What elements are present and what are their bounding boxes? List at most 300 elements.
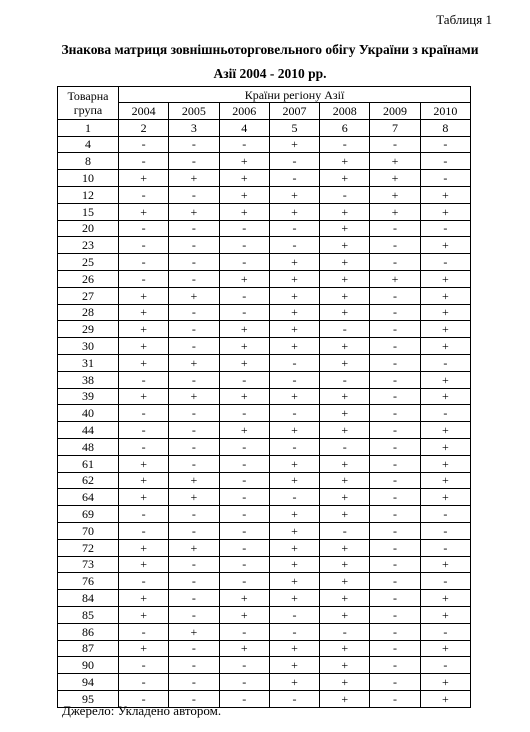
sign-cell: - [219, 220, 269, 237]
table-row [58, 573, 471, 590]
sign-cell: + [320, 354, 370, 371]
sign-cell: - [169, 438, 219, 455]
sign-cell: - [219, 136, 269, 153]
sign-cell: - [370, 590, 420, 607]
sign-cell: + [320, 556, 370, 573]
sign-cell: + [269, 422, 319, 439]
sign-cell: - [119, 573, 169, 590]
sign-cell: - [169, 640, 219, 657]
sign-cell: - [169, 270, 219, 287]
sign-cell: - [119, 506, 169, 523]
sign-cell: - [219, 254, 269, 271]
column-number: 1 [58, 119, 119, 136]
sign-cell: - [370, 657, 420, 674]
sign-cell: + [320, 287, 370, 304]
sign-cell: + [420, 438, 470, 455]
sign-cell: + [420, 338, 470, 355]
table-row [58, 489, 471, 506]
sign-cell: + [320, 237, 370, 254]
sign-cell: + [420, 590, 470, 607]
table-row [58, 237, 471, 254]
header-year: 2005 [169, 103, 219, 120]
sign-cell: - [169, 522, 219, 539]
sign-cell: - [219, 489, 269, 506]
commodity-group-cell: 20 [58, 220, 119, 237]
sign-cell: + [269, 338, 319, 355]
header-row-years [58, 103, 471, 120]
table-row [58, 321, 471, 338]
commodity-group-cell: 27 [58, 287, 119, 304]
sign-cell: - [119, 270, 169, 287]
sign-cell: + [119, 338, 169, 355]
sign-cell: + [420, 270, 470, 287]
commodity-group-cell: 90 [58, 657, 119, 674]
sign-cell: + [320, 388, 370, 405]
sign-cell: + [269, 506, 319, 523]
sign-cell: + [420, 640, 470, 657]
header-year: 2004 [119, 103, 169, 120]
sign-cell: + [169, 287, 219, 304]
header-group: Товарна група [58, 87, 119, 120]
sign-cell: - [420, 254, 470, 271]
sign-cell: + [269, 254, 319, 271]
sign-cell: + [320, 606, 370, 623]
sign-cell: + [269, 203, 319, 220]
commodity-group-cell: 28 [58, 304, 119, 321]
sign-cell: - [219, 657, 269, 674]
commodity-group-cell: 26 [58, 270, 119, 287]
sign-cell: + [269, 539, 319, 556]
table-row [58, 203, 471, 220]
sign-cell: + [420, 690, 470, 707]
sign-cell: - [420, 153, 470, 170]
table-row [58, 590, 471, 607]
sign-cell: - [269, 354, 319, 371]
commodity-group-cell: 15 [58, 203, 119, 220]
matrix-body [58, 119, 471, 707]
sign-cell: - [420, 522, 470, 539]
commodity-group-cell: 72 [58, 539, 119, 556]
sign-cell: + [119, 170, 169, 187]
sign-cell: - [169, 220, 219, 237]
table-row [58, 674, 471, 691]
table-row [58, 506, 471, 523]
sign-cell: + [320, 573, 370, 590]
sign-cell: - [119, 254, 169, 271]
table-row [58, 455, 471, 472]
sign-cell: - [320, 438, 370, 455]
sign-cell: - [370, 405, 420, 422]
sign-cell: - [119, 136, 169, 153]
sign-cell: - [119, 690, 169, 707]
title-line-1: Знакова матриця зовнішньоторговельного обігу України з країнами [61, 42, 479, 57]
sign-cell: - [269, 623, 319, 640]
sign-cell: - [119, 674, 169, 691]
sign-cell: - [370, 455, 420, 472]
sign-cell: - [169, 405, 219, 422]
commodity-group-cell: 10 [58, 170, 119, 187]
sign-cell: + [219, 590, 269, 607]
sign-cell: - [370, 539, 420, 556]
sign-cell: - [169, 153, 219, 170]
table-row [58, 371, 471, 388]
commodity-group-cell: 12 [58, 186, 119, 203]
sign-cell: - [269, 606, 319, 623]
sign-cell: + [219, 186, 269, 203]
column-number: 4 [219, 119, 269, 136]
sign-cell: - [169, 590, 219, 607]
sign-cell: + [219, 354, 269, 371]
sign-cell: - [269, 690, 319, 707]
sign-cell: - [420, 573, 470, 590]
sign-cell: + [119, 203, 169, 220]
sign-cell: - [219, 539, 269, 556]
commodity-group-cell: 25 [58, 254, 119, 271]
sign-cell: + [320, 405, 370, 422]
table-row [58, 472, 471, 489]
header-year: 2010 [420, 103, 470, 120]
sign-cell: - [370, 136, 420, 153]
sign-cell: + [370, 203, 420, 220]
sign-cell: - [219, 623, 269, 640]
sign-cell: - [370, 640, 420, 657]
table-number: Таблиця 1 [436, 12, 492, 27]
sign-cell: + [219, 388, 269, 405]
commodity-group-cell: 38 [58, 371, 119, 388]
sign-cell: + [169, 489, 219, 506]
sign-cell: - [420, 405, 470, 422]
table-title [30, 38, 510, 86]
sign-cell: - [119, 657, 169, 674]
sign-cell: + [320, 674, 370, 691]
source-note: Джерело: Укладено автором. [62, 703, 222, 718]
commodity-group-cell: 84 [58, 590, 119, 607]
header-region: Країни регіону Азії [119, 87, 471, 103]
sign-cell: - [119, 405, 169, 422]
sign-cell: - [119, 438, 169, 455]
sign-cell: - [320, 186, 370, 203]
sign-cell: + [420, 321, 470, 338]
table-row [58, 270, 471, 287]
column-number: 6 [320, 119, 370, 136]
commodity-group-cell: 69 [58, 506, 119, 523]
commodity-group-cell: 62 [58, 472, 119, 489]
sign-cell: + [119, 304, 169, 321]
sign-cell: + [320, 170, 370, 187]
sign-cell: + [420, 304, 470, 321]
table-row [58, 522, 471, 539]
sign-cell: - [119, 186, 169, 203]
table-row [58, 170, 471, 187]
sign-cell: + [320, 422, 370, 439]
commodity-group-cell: 31 [58, 354, 119, 371]
column-number: 3 [169, 119, 219, 136]
sign-cell: + [119, 388, 169, 405]
sign-cell: - [169, 186, 219, 203]
sign-cell: + [219, 606, 269, 623]
sign-cell: - [320, 623, 370, 640]
sign-cell: - [169, 506, 219, 523]
sign-cell: - [219, 573, 269, 590]
sign-cell: - [219, 674, 269, 691]
sign-cell: - [420, 506, 470, 523]
sign-cell: - [169, 254, 219, 271]
sign-cell: + [119, 472, 169, 489]
sign-cell: + [320, 203, 370, 220]
sign-cell: + [269, 270, 319, 287]
sign-cell: - [169, 455, 219, 472]
sign-cell: + [420, 388, 470, 405]
sign-cell: - [169, 237, 219, 254]
sign-cell: + [420, 203, 470, 220]
sign-cell: + [169, 472, 219, 489]
sign-cell: + [169, 170, 219, 187]
sign-cell: + [219, 153, 269, 170]
sign-cell: - [169, 674, 219, 691]
sign-cell: - [370, 489, 420, 506]
sign-cell: - [169, 606, 219, 623]
sign-cell: + [219, 422, 269, 439]
sign-cell: - [119, 623, 169, 640]
sign-cell: - [119, 153, 169, 170]
sign-cell: + [269, 287, 319, 304]
sign-cell: + [219, 640, 269, 657]
sign-cell: - [370, 237, 420, 254]
sign-cell: - [269, 489, 319, 506]
sign-cell: + [269, 556, 319, 573]
sign-cell: + [420, 455, 470, 472]
sign-cell: + [119, 489, 169, 506]
sign-cell: + [320, 220, 370, 237]
sign-cell: - [370, 573, 420, 590]
column-numbers-row [58, 119, 471, 136]
column-number: 5 [269, 119, 319, 136]
sign-cell: + [320, 254, 370, 271]
sign-cell: + [269, 186, 319, 203]
table-row [58, 136, 471, 153]
table-row [58, 606, 471, 623]
sign-cell: - [219, 405, 269, 422]
sign-cell: - [420, 354, 470, 371]
sign-cell: - [169, 338, 219, 355]
sign-cell: - [269, 153, 319, 170]
commodity-group-cell: 23 [58, 237, 119, 254]
sign-cell: - [119, 371, 169, 388]
sign-cell: - [219, 506, 269, 523]
header-year: 2009 [370, 103, 420, 120]
sign-cell: - [370, 354, 420, 371]
sign-cell: - [370, 438, 420, 455]
sign-cell: + [119, 321, 169, 338]
sign-cell: + [169, 354, 219, 371]
sign-cell: + [420, 606, 470, 623]
sign-cell: + [169, 388, 219, 405]
sign-cell: - [219, 455, 269, 472]
sign-cell: + [370, 186, 420, 203]
sign-cell: + [169, 623, 219, 640]
table-row [58, 422, 471, 439]
sign-cell: - [219, 690, 269, 707]
sign-cell: - [370, 506, 420, 523]
sign-cell: - [420, 539, 470, 556]
sign-cell: + [320, 506, 370, 523]
sign-cell: + [169, 203, 219, 220]
sign-cell: + [269, 388, 319, 405]
sign-cell: - [420, 623, 470, 640]
sign-cell: - [169, 136, 219, 153]
sign-cell: + [119, 640, 169, 657]
table-row [58, 438, 471, 455]
sign-cell: + [420, 472, 470, 489]
table-row [58, 304, 471, 321]
commodity-group-cell: 95 [58, 690, 119, 707]
sign-cell: + [420, 556, 470, 573]
sign-cell: + [219, 203, 269, 220]
sign-cell: + [370, 153, 420, 170]
sign-cell: + [119, 455, 169, 472]
commodity-group-cell: 86 [58, 623, 119, 640]
commodity-group-cell: 76 [58, 573, 119, 590]
sign-cell: + [420, 237, 470, 254]
sign-cell: - [119, 422, 169, 439]
sign-cell: + [269, 657, 319, 674]
sign-cell: - [320, 522, 370, 539]
sign-cell: + [320, 455, 370, 472]
sign-cell: + [219, 321, 269, 338]
commodity-group-cell: 39 [58, 388, 119, 405]
sign-cell: + [269, 573, 319, 590]
sign-cell: - [370, 254, 420, 271]
sign-cell: - [370, 338, 420, 355]
commodity-group-cell: 64 [58, 489, 119, 506]
sign-cell: - [320, 371, 370, 388]
sign-cell: - [370, 690, 420, 707]
sign-cell: + [269, 640, 319, 657]
commodity-group-cell: 70 [58, 522, 119, 539]
header-year: 2007 [269, 103, 319, 120]
sign-cell: - [370, 321, 420, 338]
sign-cell: + [320, 304, 370, 321]
column-number: 8 [420, 119, 470, 136]
commodity-group-cell: 87 [58, 640, 119, 657]
table-row [58, 405, 471, 422]
sign-cell: - [370, 422, 420, 439]
sign-cell: - [370, 472, 420, 489]
sign-cell: - [370, 522, 420, 539]
table-row [58, 640, 471, 657]
sign-cell: + [269, 455, 319, 472]
sign-cell: - [269, 438, 319, 455]
sign-cell: - [420, 136, 470, 153]
sign-cell: + [320, 539, 370, 556]
sign-cell: - [370, 304, 420, 321]
commodity-group-cell: 48 [58, 438, 119, 455]
sign-cell: - [119, 237, 169, 254]
table-row [58, 254, 471, 271]
commodity-group-cell: 40 [58, 405, 119, 422]
sign-cell: - [169, 321, 219, 338]
sign-cell: - [219, 438, 269, 455]
sign-cell: - [219, 472, 269, 489]
commodity-group-cell: 85 [58, 606, 119, 623]
sign-cell: - [420, 657, 470, 674]
sign-cell: - [370, 606, 420, 623]
sign-matrix-table [57, 86, 471, 708]
commodity-group-cell: 73 [58, 556, 119, 573]
table-row [58, 153, 471, 170]
sign-cell: - [269, 220, 319, 237]
sign-cell: - [169, 304, 219, 321]
sign-cell: - [169, 690, 219, 707]
sign-cell: + [420, 287, 470, 304]
sign-cell: + [219, 338, 269, 355]
sign-cell: + [119, 556, 169, 573]
table-row [58, 186, 471, 203]
sign-cell: + [370, 170, 420, 187]
commodity-group-cell: 94 [58, 674, 119, 691]
header-row-region [58, 87, 471, 103]
sign-cell: - [219, 522, 269, 539]
sign-cell: + [320, 489, 370, 506]
sign-cell: + [269, 136, 319, 153]
sign-cell: + [119, 539, 169, 556]
sign-cell: + [169, 539, 219, 556]
sign-cell: + [219, 270, 269, 287]
column-number: 7 [370, 119, 420, 136]
table-row [58, 388, 471, 405]
column-number: 2 [119, 119, 169, 136]
sign-cell: - [169, 422, 219, 439]
sign-cell: + [420, 422, 470, 439]
sign-cell: - [370, 674, 420, 691]
sign-cell: + [269, 674, 319, 691]
sign-cell: + [219, 170, 269, 187]
sign-cell: - [269, 405, 319, 422]
commodity-group-cell: 4 [58, 136, 119, 153]
sign-cell: + [119, 606, 169, 623]
sign-cell: - [219, 371, 269, 388]
sign-cell: - [269, 371, 319, 388]
sign-cell: + [420, 186, 470, 203]
header-year: 2006 [219, 103, 269, 120]
sign-cell: + [320, 270, 370, 287]
table-row [58, 556, 471, 573]
sign-cell: + [320, 472, 370, 489]
sign-cell: - [169, 556, 219, 573]
sign-cell: + [269, 304, 319, 321]
sign-cell: + [269, 321, 319, 338]
sign-cell: - [219, 287, 269, 304]
commodity-group-cell: 61 [58, 455, 119, 472]
sign-cell: - [370, 371, 420, 388]
sign-cell: + [119, 354, 169, 371]
sign-cell: - [320, 321, 370, 338]
sign-cell: + [420, 371, 470, 388]
sign-cell: + [269, 472, 319, 489]
sign-cell: + [420, 489, 470, 506]
sign-cell: - [219, 304, 269, 321]
sign-cell: - [269, 170, 319, 187]
sign-cell: + [320, 690, 370, 707]
sign-cell: + [420, 674, 470, 691]
sign-cell: + [119, 590, 169, 607]
sign-cell: - [219, 237, 269, 254]
sign-cell: + [320, 657, 370, 674]
sign-cell: - [169, 371, 219, 388]
table-row [58, 623, 471, 640]
commodity-group-cell: 29 [58, 321, 119, 338]
sign-cell: - [269, 237, 319, 254]
